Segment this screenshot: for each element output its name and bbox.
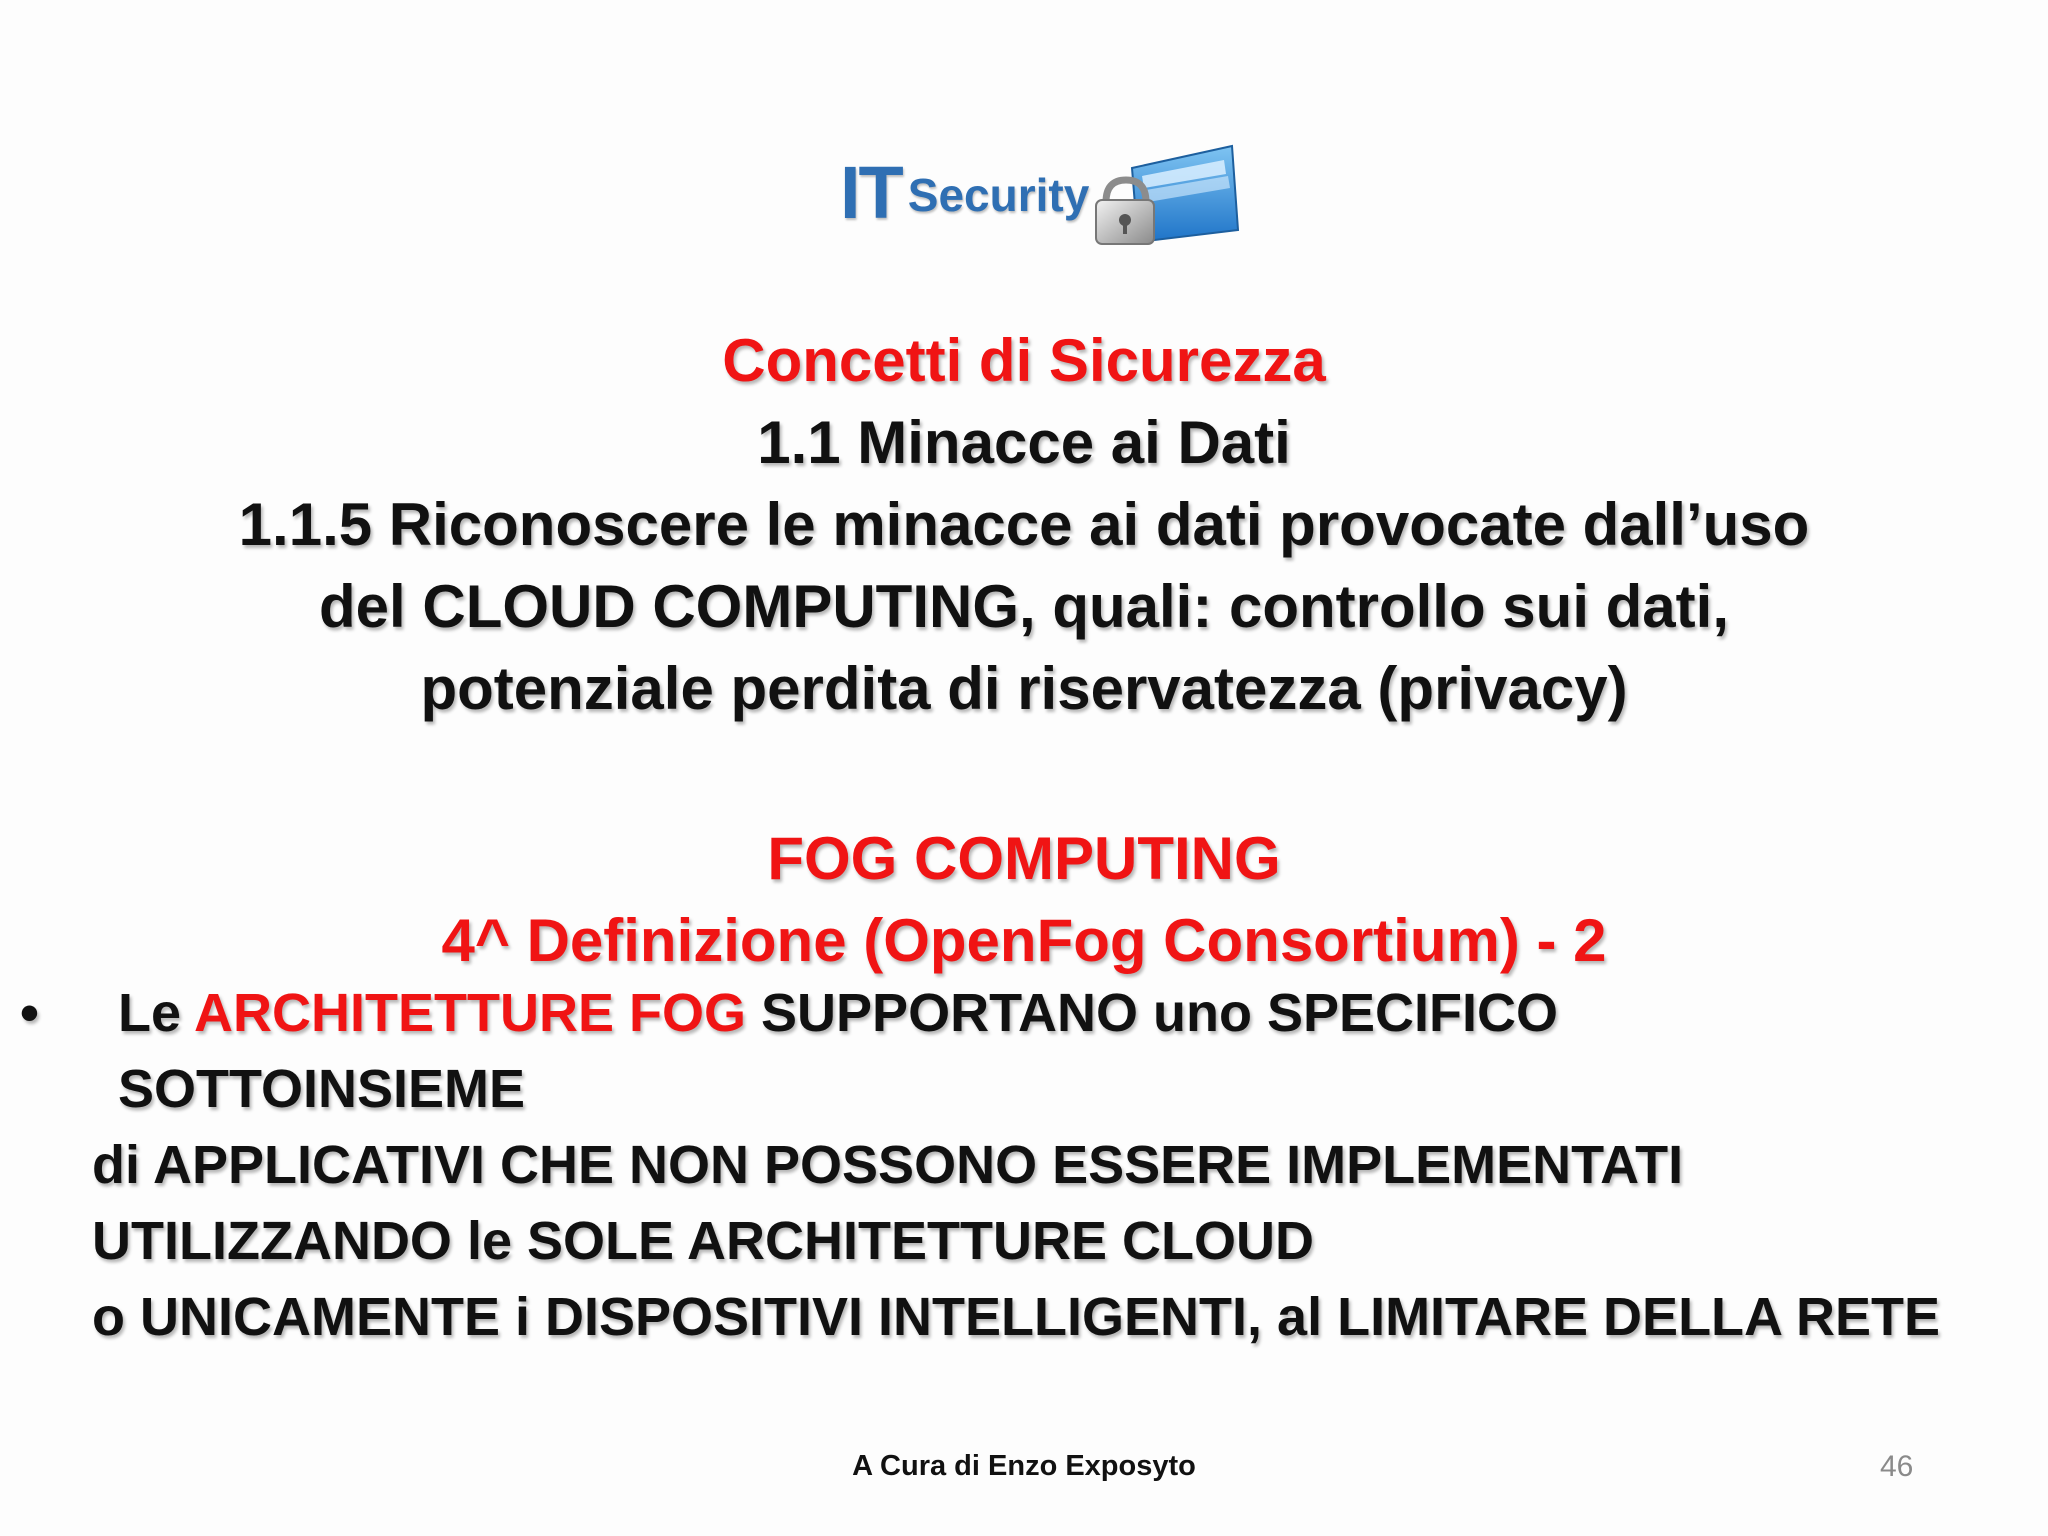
bullet-icon: • <box>20 983 39 1043</box>
section-subheading: 4^ Definizione (OpenFog Consortium) - 2 <box>441 907 1607 974</box>
section-heading: FOG COMPUTING <box>767 825 1281 892</box>
bullet-text <box>92 975 1980 1355</box>
logo-it-text: IT <box>840 151 902 234</box>
title-objective-line-1: 1.1.5 Riconoscere le minacce ai dati provocate dall’uso <box>238 491 1810 558</box>
title-topic: Concetti di Sicurezza <box>722 327 1326 394</box>
bullet-rest: SUPPORTANO uno SPECIFICO SOTTOINSIEME <box>118 983 1559 1119</box>
folder-lock-icon <box>1092 140 1242 250</box>
bullet-item <box>20 975 1980 1355</box>
it-security-logo <box>840 140 1240 250</box>
title-objective-line-3: potenziale perdita di riservatezza (privacy) <box>420 655 1628 722</box>
page-number: 46 <box>1880 1450 1914 1483</box>
section-heading-block <box>0 818 2048 982</box>
title-objective-line-2: del CLOUD COMPUTING, quali: controllo sui dati, <box>319 573 1729 640</box>
title-section: 1.1 Minacce ai Dati <box>757 409 1291 476</box>
logo-security-text: Security <box>907 169 1090 221</box>
bullet-highlight: ARCHITETTURE FOG <box>194 983 747 1043</box>
logo-text <box>840 150 1089 235</box>
bullet-line-2: di APPLICATIVI CHE NON POSSONO ESSERE IMPLEMENTATI <box>92 1135 1684 1195</box>
footer-credit: A Cura di Enzo Exposyto <box>852 1450 1196 1482</box>
bullet-line-3: UTILIZZANDO le SOLE ARCHITETTURE CLOUD <box>92 1211 1314 1271</box>
slide-title-block <box>0 320 2048 730</box>
bullet-line-4: o UNICAMENTE i DISPOSITIVI INTELLIGENTI, al LIMITARE DELLA RETE <box>92 1287 1941 1347</box>
bullet-lead: Le <box>118 983 195 1043</box>
bullet-line-1 <box>92 975 1980 1127</box>
